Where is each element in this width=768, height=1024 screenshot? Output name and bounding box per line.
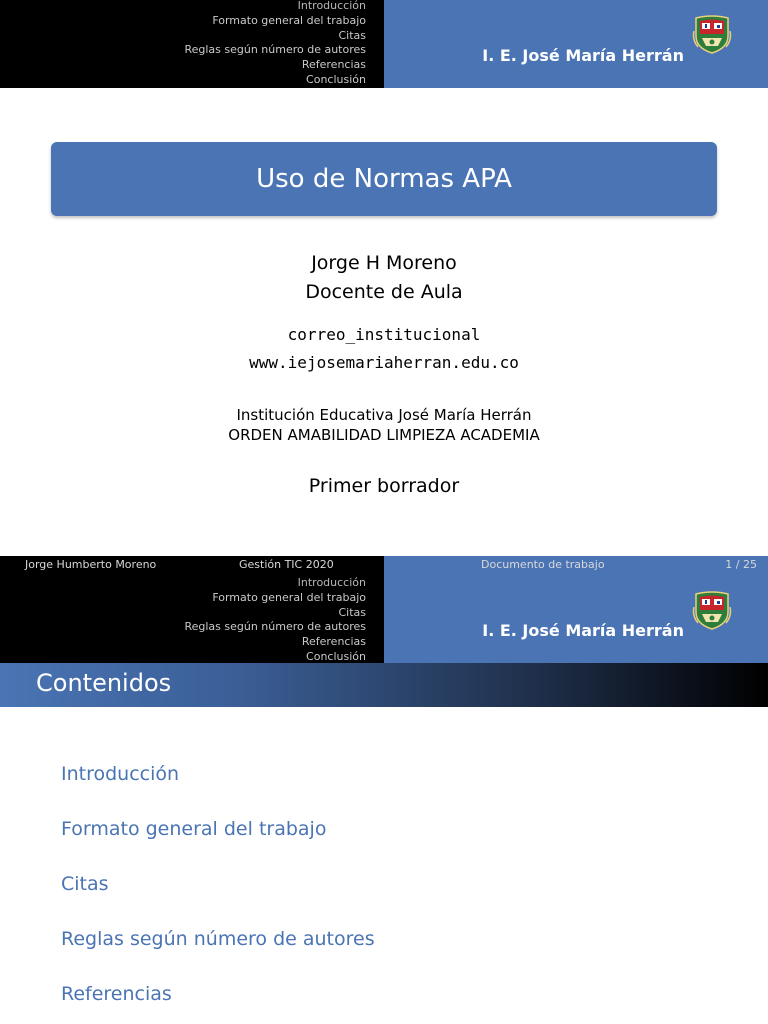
frame-title-bar: [0, 663, 768, 707]
author-name: Jorge H Moreno: [311, 252, 457, 274]
school-name: I. E. José María Herrán: [482, 46, 684, 65]
institution-name: Institución Educativa José María Herrán: [236, 406, 532, 424]
presentation-date: Primer borrador: [308, 475, 460, 497]
toc-item-referencias[interactable]: Referencias: [61, 983, 172, 1005]
nav-item-referencias[interactable]: Referencias: [301, 58, 366, 72]
nav-item-introduccion[interactable]: Introducción: [297, 0, 366, 12]
nav-item-referencias[interactable]: Referencias: [301, 635, 366, 649]
footer-author: Jorge Humberto Moreno: [25, 558, 157, 571]
nav-item-conclusion[interactable]: Conclusión: [306, 649, 366, 663]
school-crest-icon: [692, 590, 732, 630]
section-nav: [0, 0, 384, 88]
institution-motto: ORDEN AMABILIDAD LIMPIEZA ACADEMIA: [228, 426, 540, 444]
presentation-title: Uso de Normas APA: [51, 142, 717, 216]
toc-item-formato[interactable]: Formato general del trabajo: [61, 818, 327, 840]
toc-item-citas[interactable]: Citas: [61, 873, 109, 895]
slide-header: [0, 0, 768, 88]
author-email: correo_institucional: [287, 325, 481, 344]
nav-item-formato[interactable]: Formato general del trabajo: [212, 590, 366, 604]
school-crest-icon: [692, 14, 732, 54]
footer-course: Gestión TIC 2020: [239, 558, 334, 571]
website-link[interactable]: www.iejosemariaherran.edu.co: [249, 353, 519, 372]
footer-doc-title: Documento de trabajo: [481, 558, 605, 571]
nav-item-introduccion[interactable]: Introducción: [297, 576, 366, 589]
nav-item-citas[interactable]: Citas: [338, 605, 366, 619]
school-name: I. E. José María Herrán: [482, 621, 684, 640]
nav-item-conclusion[interactable]: Conclusión: [306, 72, 366, 86]
section-nav: [0, 576, 384, 663]
footer-page-number: 1 / 25: [725, 558, 757, 571]
nav-item-formato[interactable]: Formato general del trabajo: [212, 13, 366, 27]
slide-header: [0, 576, 768, 663]
author-role: Docente de Aula: [305, 281, 463, 303]
nav-item-citas[interactable]: Citas: [338, 28, 366, 42]
footer-info-bar: [0, 556, 768, 576]
contents-slide: [0, 556, 768, 1024]
frame-title: Contenidos: [36, 669, 172, 697]
nav-item-reglas[interactable]: Reglas según número de autores: [184, 620, 366, 634]
nav-item-reglas[interactable]: Reglas según número de autores: [184, 43, 366, 57]
toc-item-reglas[interactable]: Reglas según número de autores: [61, 928, 375, 950]
toc-item-introduccion[interactable]: Introducción: [61, 763, 180, 785]
